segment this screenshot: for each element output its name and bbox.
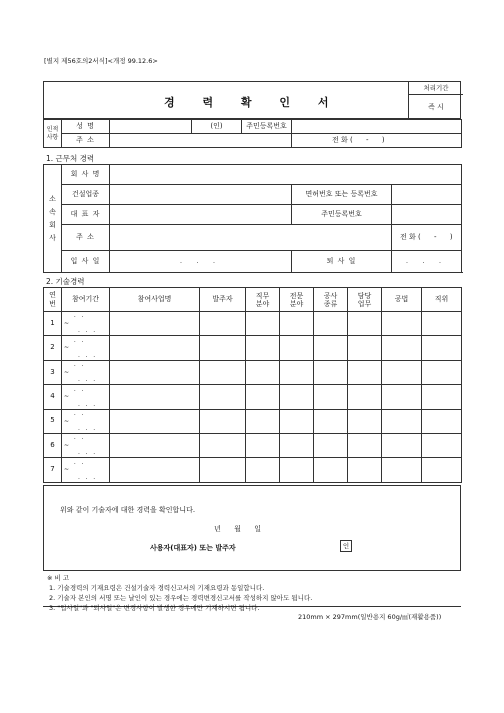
role-cell[interactable] (348, 433, 382, 457)
project-cell[interactable] (110, 336, 200, 360)
period-field[interactable] (62, 458, 110, 482)
table-row (44, 409, 462, 433)
method-cell[interactable] (382, 409, 422, 433)
row-number: 5 (44, 409, 62, 433)
period-top: . . (70, 336, 88, 344)
leave-date-field[interactable]: . . . (392, 251, 462, 273)
note-item: 1. 기술경력의 기재요령은 건설기술자 경력신고서의 기재요령과 동일합니다. (49, 584, 265, 592)
position-cell[interactable] (422, 458, 462, 482)
period-bottom: . . . (78, 376, 96, 384)
project-cell[interactable] (110, 433, 200, 457)
duty-cell[interactable] (246, 385, 280, 409)
method-cell[interactable] (382, 312, 422, 336)
method-cell[interactable] (382, 336, 422, 360)
row-number: 2 (44, 336, 62, 360)
period-top: . . (70, 458, 88, 466)
work-type-cell[interactable] (314, 385, 348, 409)
confirmation-signer: 사용자(대표자) 또는 발주자 (150, 544, 236, 552)
special-cell[interactable] (280, 458, 314, 482)
position-cell[interactable] (422, 409, 462, 433)
table-row (44, 385, 462, 409)
period-field[interactable] (62, 409, 110, 433)
period-bottom: . . . (78, 351, 96, 359)
period-bottom: . . . (78, 400, 96, 408)
applicant-section-label: 인적 사항 (44, 120, 62, 148)
table-row (44, 336, 462, 360)
period-field[interactable] (62, 360, 110, 384)
client-cell[interactable] (200, 336, 246, 360)
duty-cell[interactable] (246, 458, 280, 482)
header-period: 참여기간 (62, 288, 110, 312)
header-method: 공법 (382, 288, 422, 312)
method-cell[interactable] (382, 360, 422, 384)
special-cell[interactable] (280, 336, 314, 360)
processing-value: 즉 시 (428, 103, 444, 111)
table-row (44, 360, 462, 384)
name-label: 성 명 (62, 120, 110, 134)
period-bottom: . . . (78, 473, 96, 481)
company-address-label: 주 소 (62, 225, 110, 251)
work-type-cell[interactable] (314, 360, 348, 384)
header-serial: 연 번 (44, 288, 62, 312)
period-field[interactable] (62, 385, 110, 409)
duty-cell[interactable] (246, 336, 280, 360)
role-cell[interactable] (348, 409, 382, 433)
duty-cell[interactable] (246, 409, 280, 433)
client-cell[interactable] (200, 409, 246, 433)
period-top: . . (70, 361, 88, 369)
ceo-field[interactable] (110, 205, 292, 225)
table-row (44, 458, 462, 482)
license-field[interactable] (392, 185, 462, 205)
table-row (44, 312, 462, 336)
processing-box (408, 82, 463, 118)
section2-title: 2. 기술경력 (46, 277, 85, 286)
header-project: 참여사업명 (110, 288, 200, 312)
construction-type-field[interactable] (110, 185, 292, 205)
period-mid: ~ (64, 319, 70, 327)
header-work-type: 공사 종류 (314, 288, 348, 312)
period-mid: ~ (64, 417, 70, 425)
period-top: . . (70, 312, 88, 320)
ceo-rrn-field[interactable] (392, 205, 462, 225)
method-cell[interactable] (382, 433, 422, 457)
duty-cell[interactable] (246, 433, 280, 457)
processing-label: 처리기간 (409, 82, 463, 95)
join-date-field[interactable]: . . . (110, 251, 292, 273)
period-bottom: . . . (78, 327, 96, 335)
company-side-label: 소 속 회 사 (44, 165, 62, 273)
duty-cell[interactable] (246, 360, 280, 384)
seal-label: (인) (192, 120, 242, 134)
header-position: 직위 (422, 288, 462, 312)
company-phone-label: 전 화 ( - ) (392, 225, 462, 251)
method-cell[interactable] (382, 458, 422, 482)
construction-type-label: 건설업종 (62, 185, 110, 205)
period-top: . . (70, 434, 88, 442)
client-cell[interactable] (200, 312, 246, 336)
project-cell[interactable] (110, 458, 200, 482)
period-field[interactable] (62, 336, 110, 360)
position-cell[interactable] (422, 433, 462, 457)
notes-box (43, 573, 461, 612)
header-special: 전문 분야 (280, 288, 314, 312)
project-cell[interactable] (110, 385, 200, 409)
method-cell[interactable] (382, 385, 422, 409)
project-cell[interactable] (110, 409, 200, 433)
period-mid: ~ (64, 441, 70, 449)
period-bottom: . . . (78, 425, 96, 432)
work-type-cell[interactable] (314, 336, 348, 360)
rrn-field[interactable] (292, 120, 462, 134)
header-client: 발주자 (200, 288, 246, 312)
applicant-table (43, 119, 462, 148)
header-role: 담당 업무 (348, 288, 382, 312)
period-top: . . (70, 385, 88, 393)
company-address-field[interactable] (110, 225, 392, 251)
seal-stamp-icon: 인 (340, 540, 352, 552)
period-mid: ~ (64, 466, 70, 474)
note-item: 2. 기술자 본인의 서명 또는 날인이 있는 경우에는 경력변경신고서를 작성하지 않아도 됩니다. (49, 594, 313, 602)
position-cell[interactable] (422, 360, 462, 384)
company-name-label: 회 사 명 (62, 165, 110, 185)
client-cell[interactable] (200, 433, 246, 457)
role-cell[interactable] (348, 336, 382, 360)
license-label: 면허번호 또는 등록번호 (292, 185, 392, 205)
period-mid: ~ (64, 344, 70, 352)
role-cell[interactable] (348, 360, 382, 384)
position-cell[interactable] (422, 385, 462, 409)
career-table (43, 287, 462, 483)
period-field[interactable] (62, 312, 110, 336)
row-number: 7 (44, 458, 62, 482)
confirmation-date: 년 월 일 (214, 525, 261, 533)
special-cell[interactable] (280, 433, 314, 457)
period-top: . . (70, 410, 88, 417)
role-cell[interactable] (348, 458, 382, 482)
position-cell[interactable] (422, 312, 462, 336)
confirmation-box (43, 485, 461, 571)
special-cell[interactable] (280, 312, 314, 336)
period-bottom: . . . (78, 449, 96, 457)
client-cell[interactable] (200, 458, 246, 482)
leave-date-label: 퇴 사 일 (292, 251, 392, 273)
work-type-cell[interactable] (314, 458, 348, 482)
confirmation-text: 위와 같이 기술자에 대한 경력을 확인합니다. (60, 506, 196, 514)
page-title: 경 력 확 인 서 (164, 96, 341, 109)
work-type-cell[interactable] (314, 433, 348, 457)
form-number: [별지 제56호의2서식]<개정 99.12.6> (44, 57, 158, 65)
section1-title: 1. 근무처 경력 (46, 154, 95, 163)
special-cell[interactable] (280, 409, 314, 433)
join-date-label: 입 사 일 (62, 251, 110, 273)
notes-title: ※ 비 고 (47, 574, 70, 582)
row-number: 1 (44, 312, 62, 336)
project-cell[interactable] (110, 360, 200, 384)
table-row (44, 433, 462, 457)
period-mid: ~ (64, 368, 70, 376)
ceo-label: 대 표 자 (62, 205, 110, 225)
paper-spec: 210mm × 297mm(일반용지 60g/㎡(재활용품)) (298, 613, 442, 621)
work-type-cell[interactable] (314, 312, 348, 336)
row-number: 6 (44, 433, 62, 457)
project-cell[interactable] (110, 312, 200, 336)
address-field[interactable] (110, 134, 292, 148)
rrn-label: 주민등록번호 (242, 120, 292, 134)
title-box (43, 81, 461, 119)
row-number: 4 (44, 385, 62, 409)
role-cell[interactable] (348, 312, 382, 336)
address-label: 주 소 (62, 134, 110, 148)
row-number: 3 (44, 360, 62, 384)
ceo-rrn-label: 주민등록번호 (292, 205, 392, 225)
company-name-field[interactable] (110, 165, 462, 185)
client-cell[interactable] (200, 360, 246, 384)
special-cell[interactable] (280, 385, 314, 409)
note-item: 3. "입사일"과 "퇴사일"은 변경사항이 발생한 경우에만 기재하시면 됩니다. (49, 604, 260, 612)
header-duty: 직무 분야 (246, 288, 280, 312)
special-cell[interactable] (280, 360, 314, 384)
period-mid: ~ (64, 393, 70, 401)
position-cell[interactable] (422, 336, 462, 360)
company-table (43, 164, 462, 273)
duty-cell[interactable] (246, 312, 280, 336)
phone-label: 전 화 ( - ) (292, 134, 462, 148)
period-field[interactable] (62, 433, 110, 457)
role-cell[interactable] (348, 385, 382, 409)
work-type-cell[interactable] (314, 409, 348, 433)
client-cell[interactable] (200, 385, 246, 409)
name-field[interactable] (110, 120, 192, 134)
